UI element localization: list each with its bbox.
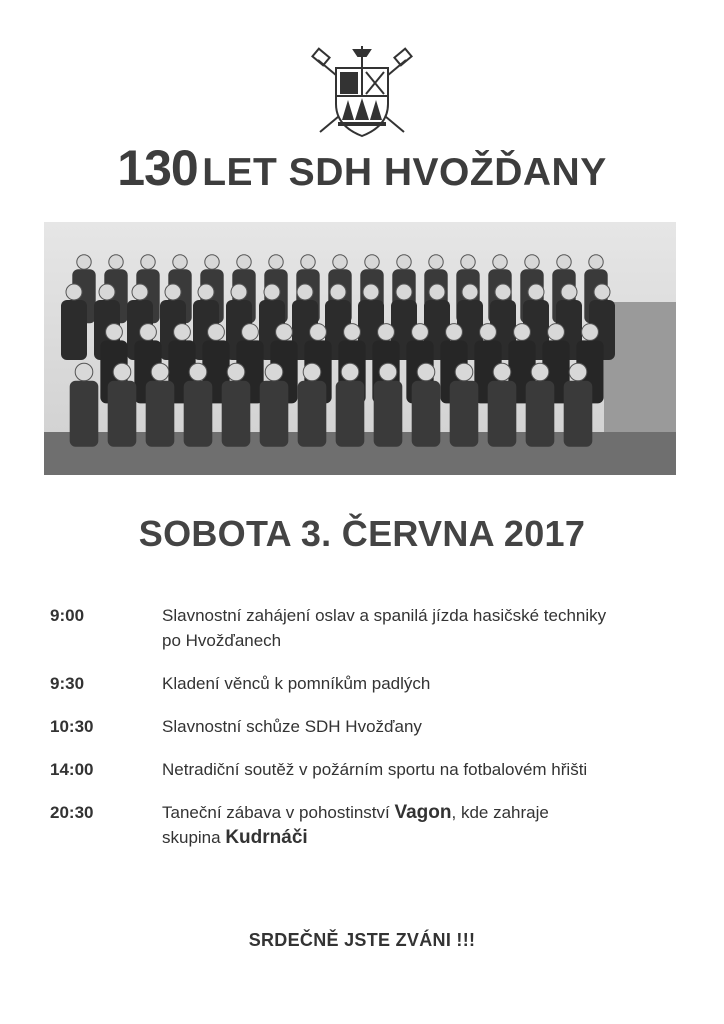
person-head xyxy=(99,284,115,300)
person-head xyxy=(344,324,361,341)
schedule-text xyxy=(162,800,690,825)
person-head xyxy=(151,363,169,381)
person-head xyxy=(514,324,531,341)
person-body xyxy=(61,300,87,360)
person-head xyxy=(297,284,313,300)
schedule-text-part: Taneční zábava v pohostinství xyxy=(162,803,395,822)
person-head xyxy=(269,255,283,269)
band-name: Kudrnáči xyxy=(225,827,308,848)
page-title xyxy=(0,140,724,196)
person-head xyxy=(173,255,187,269)
schedule-item xyxy=(50,757,690,800)
person-head xyxy=(303,363,321,381)
person-head xyxy=(242,324,259,341)
person-head xyxy=(417,363,435,381)
person-head xyxy=(412,324,429,341)
schedule-text-part: , kde zahraje xyxy=(451,803,549,822)
person-head xyxy=(237,255,251,269)
person-head xyxy=(493,363,511,381)
person-head xyxy=(495,284,511,300)
person-head xyxy=(189,363,207,381)
person-body xyxy=(450,381,479,447)
person-head xyxy=(461,255,475,269)
person-head xyxy=(365,255,379,269)
person-body xyxy=(260,381,289,447)
person-body xyxy=(336,381,365,447)
schedule-item xyxy=(50,714,690,757)
person-head xyxy=(198,284,214,300)
person-head xyxy=(330,284,346,300)
person-head xyxy=(525,255,539,269)
person-head xyxy=(379,363,397,381)
person-head xyxy=(310,324,327,341)
person-head xyxy=(480,324,497,341)
person-head xyxy=(446,324,463,341)
person-head xyxy=(141,255,155,269)
person-head xyxy=(264,284,280,300)
person-head xyxy=(455,363,473,381)
schedule-time: 9:30 xyxy=(50,674,85,693)
person-head xyxy=(77,255,91,269)
schedule-text: Netradiční soutěž v požárním sportu na fotbalovém hřišti xyxy=(162,760,588,779)
person-head xyxy=(140,324,157,341)
firefighter-emblem-icon xyxy=(308,42,416,144)
schedule-text: Slavnostní zahájení oslav a spanilá jízda hasičské techniky xyxy=(162,606,607,625)
person-head xyxy=(396,284,412,300)
schedule-time: 14:00 xyxy=(50,760,94,779)
person-head xyxy=(174,324,191,341)
person-head xyxy=(561,284,577,300)
person-head xyxy=(132,284,148,300)
person-body xyxy=(298,381,327,447)
person-body xyxy=(412,381,441,447)
person-head xyxy=(265,363,283,381)
person-head xyxy=(429,284,445,300)
schedule-item xyxy=(50,603,690,671)
person-body xyxy=(184,381,213,447)
person-body xyxy=(108,381,137,447)
person-head xyxy=(589,255,603,269)
group-photo xyxy=(44,222,676,475)
person-head xyxy=(462,284,478,300)
person-head xyxy=(165,284,181,300)
person-head xyxy=(75,363,93,381)
schedule-text-part: skupina xyxy=(162,828,226,847)
person-body xyxy=(374,381,403,447)
venue-name: Vagon xyxy=(394,802,452,823)
schedule xyxy=(50,603,690,860)
person-head xyxy=(208,324,225,341)
person-head xyxy=(205,255,219,269)
schedule-time: 9:00 xyxy=(50,606,85,625)
person-head xyxy=(378,324,395,341)
person-head xyxy=(557,255,571,269)
person-head xyxy=(333,255,347,269)
person-head xyxy=(582,324,599,341)
schedule-time: 10:30 xyxy=(50,717,94,736)
person-head xyxy=(528,284,544,300)
schedule-item xyxy=(50,671,690,714)
person-head xyxy=(397,255,411,269)
event-date: SOBOTA 3. ČERVNA 2017 xyxy=(138,513,586,554)
person-head xyxy=(531,363,549,381)
person-body xyxy=(146,381,175,447)
title-text: LET SDH HVOŽĎANY xyxy=(202,151,607,194)
person-body xyxy=(488,381,517,447)
schedule-item xyxy=(50,800,690,860)
person-head xyxy=(301,255,315,269)
person-head xyxy=(113,363,131,381)
person-head xyxy=(341,363,359,381)
title-number: 130 xyxy=(117,140,198,196)
schedule-time: 20:30 xyxy=(50,803,94,822)
welcome-text: SRDEČNĚ JSTE ZVÁNI !!! xyxy=(248,930,476,950)
person-body xyxy=(564,381,593,447)
schedule-text: Slavnostní schůze SDH Hvožďany xyxy=(162,717,422,736)
person-body xyxy=(70,381,99,447)
schedule-text: Kladení věnců k pomníkům padlých xyxy=(162,674,431,693)
person-head xyxy=(363,284,379,300)
person-head xyxy=(276,324,293,341)
person-head xyxy=(227,363,245,381)
person-head xyxy=(106,324,123,341)
person-body xyxy=(526,381,555,447)
person-head xyxy=(548,324,565,341)
person-head xyxy=(109,255,123,269)
person-head xyxy=(231,284,247,300)
schedule-text-cont: po Hvožďanech xyxy=(162,631,282,650)
person-head xyxy=(493,255,507,269)
person-head xyxy=(66,284,82,300)
person-head xyxy=(594,284,610,300)
group-photo-icon xyxy=(44,222,676,475)
person-head xyxy=(569,363,587,381)
person-body xyxy=(222,381,251,447)
schedule-text-cont xyxy=(162,825,690,850)
person-head xyxy=(429,255,443,269)
